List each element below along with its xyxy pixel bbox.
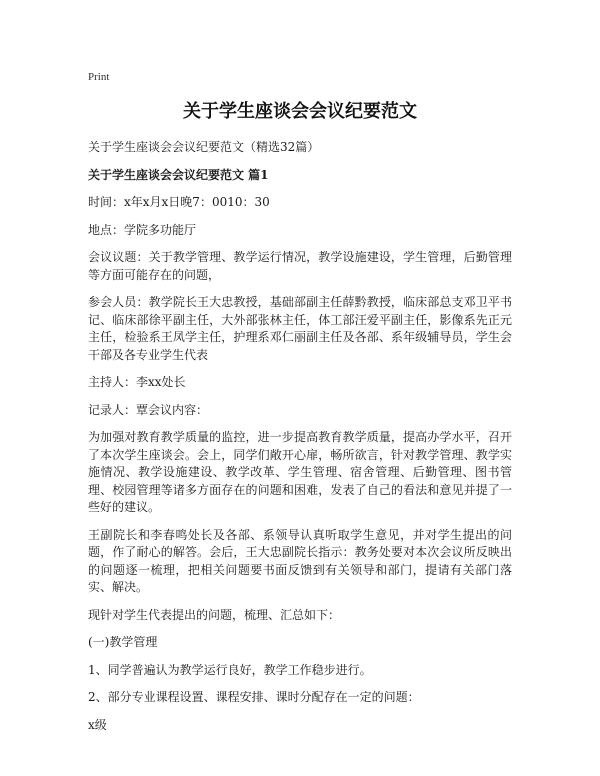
paragraph-meeting-summary: 为加强对教育教学质量的监控，进一步提高教育教学质量，提高办学水平，召开了本次学生座谈会。会上，同学们敞开心扉，畅所欲言，针对教学管理、教学实施情况、教学设施建设、教学改革、学生管理、宿舍管理、后勤管理、图书管理、校园管理等诸多方面存在的问题和困难，发表了自己的看法和意见并提了一些好的建议。 [88,430,512,514]
section-heading: 关于学生座谈会会议纪要范文 篇1 [88,168,269,182]
paragraph-time: 时间：x年x月x日晚7：0010：30 [88,195,270,209]
paragraph-grade: x级 [88,717,107,732]
paragraph-attendees: 参会人员：教学院长王大忠教授，基础部副主任薛黔教授，临床部总支邓卫平书记、临床部徐平副主任，大外部张林主任，体工部汪爱平副主任，影像系先正元主任，检验系王凤学主任，护理系邓仁丽副主任及各部、系年级辅导员，学生会干部及各专业学生代表 [88,295,512,362]
paragraph-issues-intro: 现针对学生代表提出的问题，梳理、汇总如下： [88,607,341,622]
paragraph-item-1: 1、同学普遍认为教学运行良好，教学工作稳步进行。 [88,662,372,677]
document-subtitle: 关于学生座谈会会议纪要范文（精选32篇） [88,140,320,154]
paragraph-teaching-management: (一)教学管理 [88,635,158,649]
paragraph-item-2: 2、部分专业课程设置、课程安排、课时分配存在一定的问题： [88,690,420,704]
paragraph-recorder: 记录人：覃会议内容： [88,402,209,417]
paragraph-location: 地点：学院多功能厅 [88,222,197,237]
paragraph-agenda: 会议议题：关于教学管理、教学运行情况，教学设施建设，学生管理，后勤管理等方面可能存在的问题， [88,250,512,282]
paragraph-leader-response: 王副院长和李春鸣处长及各部、系领导认真听取学生意见，并对学生提出的问题，作了耐心的解答。会后，王大忠副院长指示：教务处要对本次会议所反映出的问题逐一梳理，把相关问题要书面反馈到有关领导和部门，提请有关部门落实、解决。 [88,527,512,594]
paragraph-host: 主持人：李xx处长 [88,375,186,389]
document-title: 关于学生座谈会会议纪要范文 [183,101,417,122]
print-label: Print [88,71,110,83]
